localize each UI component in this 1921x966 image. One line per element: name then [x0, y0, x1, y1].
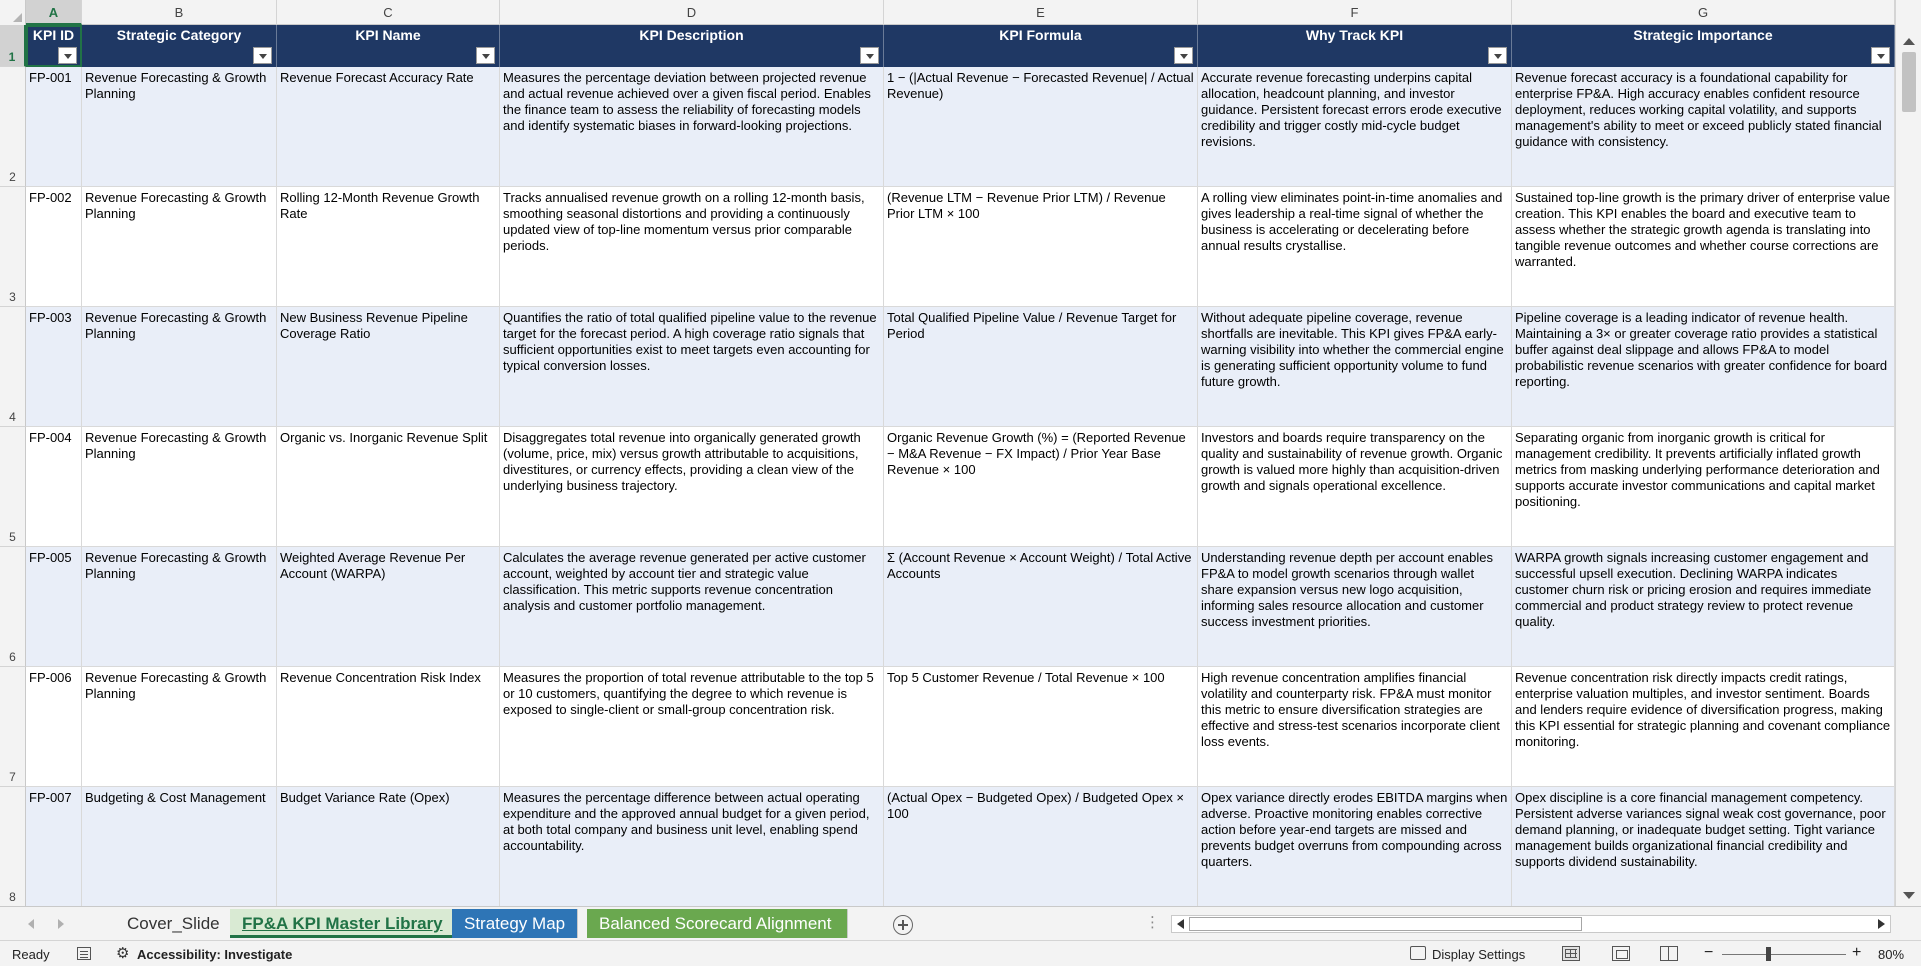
row-number: 1: [8, 50, 16, 64]
column-header-d[interactable]: D: [500, 0, 884, 25]
scroll-right-icon[interactable]: [1878, 919, 1885, 929]
header-label: KPI Name: [355, 27, 421, 43]
header-cell-kpi-id[interactable]: [26, 25, 82, 67]
cell-e8[interactable]: (Actual Opex − Budgeted Opex) / Budgeted Opex × 100: [884, 787, 1198, 906]
page-layout-icon[interactable]: [1612, 946, 1630, 961]
header-label: Strategic Category: [116, 27, 242, 43]
cell-f8[interactable]: Opex variance directly erodes EBITDA margins when adverse. Proactive monitoring enables corrective action before year-end targets are missed and prevents budget overruns from compounding across quarters.: [1198, 787, 1512, 906]
header-cell-kpi-description[interactable]: [500, 25, 884, 67]
cell-d2[interactable]: Measures the percentage deviation between projected revenue and actual revenue achieved over a given fiscal period. Enables the finance team to assess the reliability of forecasting models and identify systematic biases in forward-looking projections.: [500, 67, 884, 187]
cell-e2[interactable]: 1 − (|Actual Revenue − Forecasted Revenue| / Actual Revenue): [884, 67, 1198, 187]
cell-g3[interactable]: Sustained top-line growth is the primary driver of enterprise value creation. This KPI enables the board and executive team to assess whether the strategic growth agenda is translating into tangible revenue outcomes and whether course corrections are warranted.: [1512, 187, 1895, 307]
tab-cover-slide[interactable]: Cover_Slide: [115, 909, 233, 938]
tab-splitter-icon[interactable]: [1148, 916, 1152, 932]
row-number: 4: [9, 410, 16, 424]
row-header-5[interactable]: [0, 427, 26, 547]
filter-dropdown-icon[interactable]: [58, 47, 77, 64]
row-header-7[interactable]: [0, 667, 26, 787]
cell-b2[interactable]: Revenue Forecasting & Growth Planning: [82, 67, 277, 187]
cell-b8[interactable]: Budgeting & Cost Management: [82, 787, 277, 906]
display-settings-icon[interactable]: [1410, 946, 1426, 960]
cell-e6[interactable]: Σ (Account Revenue × Account Weight) / Total Active Accounts: [884, 547, 1198, 667]
vertical-scrollbar[interactable]: [1895, 0, 1921, 906]
filter-dropdown-icon[interactable]: [1871, 47, 1890, 64]
row-header-2[interactable]: [0, 67, 26, 187]
zoom-slider-thumb[interactable]: [1766, 947, 1771, 961]
display-settings-button[interactable]: Display Settings: [1432, 947, 1526, 962]
column-header-g[interactable]: G: [1512, 0, 1895, 25]
select-all-corner[interactable]: [0, 0, 26, 25]
cell-c4[interactable]: New Business Revenue Pipeline Coverage Ratio: [277, 307, 500, 427]
zoom-slider[interactable]: [1722, 954, 1846, 955]
sheet-tab-bar: [0, 906, 1921, 940]
cell-g4[interactable]: Pipeline coverage is a leading indicator of revenue health. Maintaining a 3× or greater coverage ratio provides a statistical buffer against deal slippage and allows FP&A to model probabilistic revenue scenarios with greater confidence for board reporting.: [1512, 307, 1895, 427]
cell-d5[interactable]: Disaggregates total revenue into organically generated growth (volume, price, mix) versus growth attributable to acquisitions, divestitures, or currency effects, providing a clean view of the underlying business trajectory.: [500, 427, 884, 547]
header-cell-strategic-importance[interactable]: [1512, 25, 1895, 67]
row-number: 7: [9, 770, 16, 784]
column-header-e[interactable]: E: [884, 0, 1198, 25]
cell-a6[interactable]: FP-005: [26, 547, 82, 667]
header-cell-kpi-name[interactable]: [277, 25, 500, 67]
cell-b4[interactable]: Revenue Forecasting & Growth Planning: [82, 307, 277, 427]
cell-f4[interactable]: Without adequate pipeline coverage, revenue shortfalls are inevitable. This KPI gives FP&A early-warning visibility into whether the commercial engine is generating sufficient opportunity volume to fund future growth.: [1198, 307, 1512, 427]
normal-view-icon[interactable]: [1562, 946, 1580, 961]
row-number: 6: [9, 650, 16, 664]
accessibility-icon[interactable]: ⚙: [116, 945, 130, 962]
cell-d8[interactable]: Measures the percentage difference between actual operating expenditure and the approved annual budget for a given period, at both total company and business unit level, enabling spend accountability.: [500, 787, 884, 906]
filter-dropdown-icon[interactable]: [1174, 47, 1193, 64]
tab-balanced-scorecard-alignment[interactable]: Balanced Scorecard Alignment: [587, 909, 848, 938]
row-number: 3: [9, 290, 16, 304]
cell-g7[interactable]: Revenue concentration risk directly impacts credit ratings, enterprise valuation multiples, and investor sentiment. Boards and lenders require evidence of diversification progress, making this KPI essential for strategic planning and covenant compliance monitoring.: [1512, 667, 1895, 787]
scroll-up-icon[interactable]: [1902, 36, 1916, 48]
cell-a5[interactable]: FP-004: [26, 427, 82, 547]
cell-c5[interactable]: Organic vs. Inorganic Revenue Split: [277, 427, 500, 547]
filter-dropdown-icon[interactable]: [253, 47, 272, 64]
cell-c8[interactable]: Budget Variance Rate (Opex): [277, 787, 500, 906]
header-label: Why Track KPI: [1305, 27, 1404, 43]
tab-fpa-kpi-master-library[interactable]: FP&A KPI Master Library: [230, 909, 456, 938]
page-break-icon[interactable]: [1660, 946, 1678, 961]
cell-c6[interactable]: Weighted Average Revenue Per Account (WARPA): [277, 547, 500, 667]
cell-d7[interactable]: Measures the proportion of total revenue attributable to the top 5 or 10 customers, quantifying the degree to which revenue is exposed to single-client or small-group concentration risk.: [500, 667, 884, 787]
cell-g5[interactable]: Separating organic from inorganic growth is critical for management credibility. It prevents artificially inflated growth metrics from masking underlying performance deterioration and supports accurate investor communications and capital market positioning.: [1512, 427, 1895, 547]
cell-f2[interactable]: Accurate revenue forecasting underpins capital allocation, headcount planning, and investor guidance. Persistent forecast errors erode executive credibility and trigger costly mid-cycle budget revisions.: [1198, 67, 1512, 187]
scroll-down-icon[interactable]: [1902, 890, 1916, 902]
header-cell-strategic-category[interactable]: [82, 25, 277, 67]
cell-f6[interactable]: Understanding revenue depth per account enables FP&A to model growth scenarios through wallet share expansion versus new logo acquisition, informing sales resource allocation and customer success investment priorities.: [1198, 547, 1512, 667]
scroll-left-icon[interactable]: [1177, 919, 1184, 929]
header-label: KPI Description: [639, 27, 744, 43]
column-header-c[interactable]: C: [277, 0, 500, 25]
filter-dropdown-icon[interactable]: [476, 47, 495, 64]
row-header-6[interactable]: [0, 547, 26, 667]
row-header-8[interactable]: [0, 787, 26, 906]
filter-dropdown-icon[interactable]: [860, 47, 879, 64]
zoom-level[interactable]: 80%: [1878, 947, 1905, 962]
tab-strategy-map[interactable]: Strategy Map: [452, 909, 578, 938]
zoom-in-button[interactable]: +: [1852, 944, 1862, 961]
cell-f3[interactable]: A rolling view eliminates point-in-time anomalies and gives leadership a real-time signal of whether the business is accelerating or decelerating before annual results crystallise.: [1198, 187, 1512, 307]
cell-d3[interactable]: Tracks annualised revenue growth on a rolling 12-month basis, smoothing seasonal distortions and providing a continuously updated view of top-line momentum versus prior comparable periods.: [500, 187, 884, 307]
cell-e7[interactable]: Top 5 Customer Revenue / Total Revenue × 100: [884, 667, 1198, 787]
header-label: KPI Formula: [999, 27, 1082, 43]
header-cell-kpi-formula[interactable]: [884, 25, 1198, 67]
cell-a2[interactable]: FP-001: [26, 67, 82, 187]
macro-recorder-icon[interactable]: [77, 947, 91, 960]
cell-c7[interactable]: Revenue Concentration Risk Index: [277, 667, 500, 787]
cell-f5[interactable]: Investors and boards require transparency on the quality and sustainability of revenue growth. Organic growth is valued more highly than acquisition-driven growth and signals operational excellence.: [1198, 427, 1512, 547]
cell-b3[interactable]: Revenue Forecasting & Growth Planning: [82, 187, 277, 307]
cell-g6[interactable]: WARPA growth signals increasing customer engagement and successful upsell execution. Declining WARPA indicates customer churn risk or pricing erosion and requires immediate commercial and product strategy review to protect revenue quality.: [1512, 547, 1895, 667]
column-header-b[interactable]: B: [82, 0, 277, 25]
cell-b7[interactable]: Revenue Forecasting & Growth Planning: [82, 667, 277, 787]
row-number: 5: [9, 530, 16, 544]
zoom-out-button[interactable]: −: [1704, 944, 1714, 961]
cell-e5[interactable]: Organic Revenue Growth (%) = (Reported Revenue − M&A Revenue − FX Impact) / Prior Year Base Revenue × 100: [884, 427, 1198, 547]
horizontal-scroll-thumb[interactable]: [1189, 917, 1582, 931]
status-bar: [0, 940, 1921, 966]
cell-e4[interactable]: Total Qualified Pipeline Value / Revenue Target for Period: [884, 307, 1198, 427]
cell-b5[interactable]: Revenue Forecasting & Growth Planning: [82, 427, 277, 547]
next-sheet-icon[interactable]: [58, 919, 64, 929]
cell-a4[interactable]: FP-003: [26, 307, 82, 427]
horizontal-scrollbar[interactable]: [1171, 915, 1891, 933]
cell-a7[interactable]: FP-006: [26, 667, 82, 787]
cell-g2[interactable]: Revenue forecast accuracy is a foundational capability for enterprise FP&A. High accuracy enables confident resource deployment, reduces working capital volatility, and supports management's ability to meet or exceed publicly stated financial guidance with consistency.: [1512, 67, 1895, 187]
cell-d6[interactable]: Calculates the average revenue generated per active customer account, weighted by account tier and strategic value classification. This metric supports revenue concentration analysis and customer portfolio management.: [500, 547, 884, 667]
column-header-f[interactable]: F: [1198, 0, 1512, 25]
header-label: KPI ID: [32, 27, 75, 43]
cell-d4[interactable]: Quantifies the ratio of total qualified pipeline value to the revenue target for the forecast period. A high coverage ratio signals that sufficient opportunities exist to meet targets even accounting for typical conversion losses.: [500, 307, 884, 427]
cell-f7[interactable]: High revenue concentration amplifies financial volatility and counterparty risk. FP&A must monitor this metric to ensure diversification strategies are effective and stress-test scenarios incorporate client loss events.: [1198, 667, 1512, 787]
status-ready: Ready: [12, 947, 50, 962]
cell-a3[interactable]: FP-002: [26, 187, 82, 307]
row-number: 8: [9, 890, 16, 904]
vertical-scroll-thumb[interactable]: [1902, 52, 1916, 112]
accessibility-status[interactable]: Accessibility: Investigate: [137, 947, 293, 962]
cell-g8[interactable]: Opex discipline is a core financial management competency. Persistent adverse variances signal weak cost governance, poor demand planning, or inadequate budget setting. Tight variance management builds organizational financial credibility and supports dividend sustainability.: [1512, 787, 1895, 906]
column-header-a[interactable]: A: [26, 0, 82, 25]
cell-a8[interactable]: FP-007: [26, 787, 82, 906]
prev-sheet-icon[interactable]: [28, 919, 34, 929]
filter-dropdown-icon[interactable]: [1488, 47, 1507, 64]
row-header-3[interactable]: [0, 187, 26, 307]
row-number: 2: [9, 170, 16, 184]
cell-c3[interactable]: Rolling 12-Month Revenue Growth Rate: [277, 187, 500, 307]
header-label: Strategic Importance: [1633, 27, 1773, 43]
row-header-4[interactable]: [0, 307, 26, 427]
row-header-1[interactable]: [0, 25, 26, 67]
cell-e3[interactable]: (Revenue LTM − Revenue Prior LTM) / Revenue Prior LTM × 100: [884, 187, 1198, 307]
cell-b6[interactable]: Revenue Forecasting & Growth Planning: [82, 547, 277, 667]
header-cell-why-track-kpi[interactable]: [1198, 25, 1512, 67]
add-sheet-icon[interactable]: [893, 915, 913, 935]
cell-c2[interactable]: Revenue Forecast Accuracy Rate: [277, 67, 500, 187]
